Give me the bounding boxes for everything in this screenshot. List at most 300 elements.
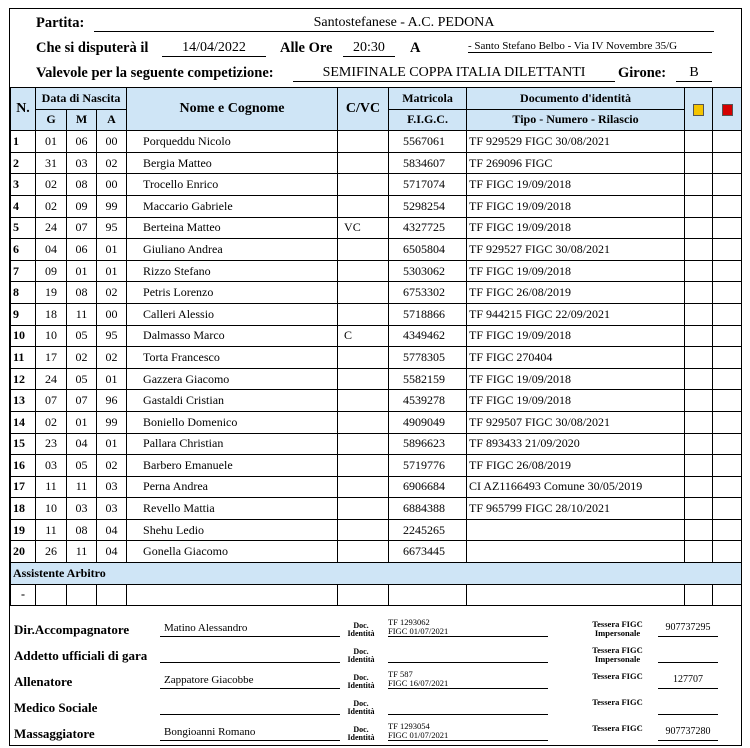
col-n: N. (11, 88, 36, 131)
player-document: TF FIGC 19/09/2018 (467, 390, 685, 412)
yellow-card-cell (685, 217, 713, 239)
birth-year: 95 (97, 217, 127, 239)
red-card-cell (713, 217, 742, 239)
birth-month: 11 (67, 476, 97, 498)
player-number: 7 (11, 260, 36, 282)
red-card-cell (713, 390, 742, 412)
birth-month: 05 (67, 455, 97, 477)
player-cvc (338, 390, 389, 412)
player-row (11, 347, 742, 369)
player-number: 13 (11, 390, 36, 412)
yellow-card-cell (685, 519, 713, 541)
birth-day: 24 (36, 217, 67, 239)
assistente-cell (97, 584, 127, 606)
competizione-label: Valevole per la seguente competizione: (36, 65, 274, 81)
player-document: TF 929507 FIGC 30/08/2021 (467, 411, 685, 433)
birth-month: 02 (67, 347, 97, 369)
player-document: TF FIGC 19/09/2018 (467, 174, 685, 196)
staff-name (160, 700, 340, 715)
birth-month: 01 (67, 411, 97, 433)
birth-year: 95 (97, 325, 127, 347)
player-cvc: VC (338, 217, 389, 239)
staff-document (388, 696, 548, 715)
col-matricola: Matricola (389, 88, 467, 110)
birth-day: 02 (36, 174, 67, 196)
girone-label: Girone: (618, 65, 667, 81)
player-name: Giuliano Andrea (127, 239, 338, 261)
birth-month: 11 (67, 541, 97, 563)
staff-doc-line1: TF 587 (388, 669, 413, 679)
red-card-cell (713, 476, 742, 498)
birth-month: 03 (67, 498, 97, 520)
red-card-cell (713, 433, 742, 455)
assistente-header: Assistente Arbitro (11, 563, 742, 585)
player-name: Pallara Christian (127, 433, 338, 455)
birth-year: 04 (97, 519, 127, 541)
player-cvc (338, 498, 389, 520)
yellow-card-cell (685, 411, 713, 433)
player-matricola: 5718866 (389, 303, 467, 325)
red-card-cell (713, 260, 742, 282)
col-figc: F.I.G.C. (389, 109, 467, 131)
staff-row (10, 692, 741, 718)
player-matricola: 6906684 (389, 476, 467, 498)
tessera-figc-value (658, 648, 718, 663)
birth-day: 10 (36, 498, 67, 520)
tessera-figc-label: Tessera FIGC Impersonale (592, 645, 643, 664)
birth-month: 01 (67, 260, 97, 282)
birth-month: 08 (67, 282, 97, 304)
player-cvc (338, 455, 389, 477)
yellow-card-cell (685, 368, 713, 390)
birth-year: 00 (97, 303, 127, 325)
birth-year: 02 (97, 282, 127, 304)
birth-day: 03 (36, 455, 67, 477)
birth-year: 01 (97, 433, 127, 455)
red-card-cell (713, 152, 742, 174)
player-cvc (338, 260, 389, 282)
player-matricola: 6884388 (389, 498, 467, 520)
birth-month: 08 (67, 519, 97, 541)
birth-day: 02 (36, 411, 67, 433)
staff-row (10, 640, 741, 666)
birth-month: 04 (67, 433, 97, 455)
birth-month: 06 (67, 131, 97, 153)
doc-identita-label: Doc. Identità (347, 673, 375, 690)
yellow-card-cell (685, 195, 713, 217)
doc-identita-label: Doc. Identità (347, 621, 375, 638)
assistente-cell (685, 584, 713, 606)
assistente-cell (338, 584, 389, 606)
birth-year: 04 (97, 541, 127, 563)
player-cvc (338, 368, 389, 390)
staff-row (10, 614, 741, 640)
birth-day: 26 (36, 541, 67, 563)
player-row (11, 217, 742, 239)
col-nome: Nome e Cognome (127, 88, 338, 131)
birth-month: 06 (67, 239, 97, 261)
player-row (11, 195, 742, 217)
player-document: TF 929527 FIGC 30/08/2021 (467, 239, 685, 261)
player-number: 12 (11, 368, 36, 390)
player-name: Gazzera Giacomo (127, 368, 338, 390)
yellow-card-cell (685, 152, 713, 174)
staff-role: Medico Sociale (14, 700, 98, 715)
player-number: 1 (11, 131, 36, 153)
data-label: Che si disputerà il (36, 40, 149, 56)
player-document (467, 519, 685, 541)
birth-year: 99 (97, 195, 127, 217)
yellow-card-cell (685, 498, 713, 520)
player-matricola: 5778305 (389, 347, 467, 369)
red-card-cell (713, 368, 742, 390)
col-documento: Documento d'identità (467, 88, 685, 110)
player-matricola: 5303062 (389, 260, 467, 282)
staff-doc-line2: FIGC 01/07/2021 (388, 730, 449, 740)
player-row (11, 131, 742, 153)
players-table (10, 87, 742, 606)
player-name: Revello Mattia (127, 498, 338, 520)
player-name: Trocello Enrico (127, 174, 338, 196)
player-number: 19 (11, 519, 36, 541)
col-cvc: C/VC (338, 88, 389, 131)
competizione-value: SEMIFINALE COPPA ITALIA DILETTANTI (293, 65, 615, 82)
player-row (11, 174, 742, 196)
girone-value: B (676, 65, 712, 82)
player-cvc (338, 519, 389, 541)
yellow-card-cell (685, 239, 713, 261)
player-name: Shehu Ledio (127, 519, 338, 541)
player-cvc (338, 282, 389, 304)
player-cvc (338, 195, 389, 217)
player-cvc (338, 411, 389, 433)
birth-year: 03 (97, 498, 127, 520)
player-number: 11 (11, 347, 36, 369)
player-row (11, 455, 742, 477)
player-document: TF FIGC 19/09/2018 (467, 325, 685, 347)
red-card-cell (713, 541, 742, 563)
birth-month: 08 (67, 174, 97, 196)
a-label: A (410, 40, 421, 56)
player-number: 5 (11, 217, 36, 239)
player-document: TF FIGC 19/09/2018 (467, 195, 685, 217)
assistente-cell (713, 584, 742, 606)
tessera-figc-label: Tessera FIGC (592, 723, 643, 733)
birth-year: 02 (97, 347, 127, 369)
player-number: 17 (11, 476, 36, 498)
birth-day: 10 (36, 325, 67, 347)
birth-day: 24 (36, 368, 67, 390)
player-number: 3 (11, 174, 36, 196)
tessera-figc-value (658, 700, 718, 715)
assistente-cell (467, 584, 685, 606)
player-matricola: 5582159 (389, 368, 467, 390)
col-data-nascita: Data di Nascita (36, 88, 127, 110)
player-name: Rizzo Stefano (127, 260, 338, 282)
red-card-cell (713, 347, 742, 369)
player-cvc (338, 433, 389, 455)
player-document (467, 541, 685, 563)
player-row (11, 541, 742, 563)
player-number: 18 (11, 498, 36, 520)
player-number: 20 (11, 541, 36, 563)
staff-doc-line2: FIGC 16/07/2021 (388, 678, 449, 688)
player-cvc (338, 174, 389, 196)
birth-month: 07 (67, 390, 97, 412)
assistente-cell (127, 584, 338, 606)
birth-day: 31 (36, 152, 67, 174)
birth-day: 04 (36, 239, 67, 261)
player-cvc (338, 347, 389, 369)
player-number: 8 (11, 282, 36, 304)
staff-role: Addetto ufficiali di gara (14, 648, 148, 663)
birth-year: 01 (97, 368, 127, 390)
player-name: Perna Andrea (127, 476, 338, 498)
red-card-icon (722, 104, 733, 116)
yellow-card-cell (685, 476, 713, 498)
birth-year: 01 (97, 260, 127, 282)
assistente-dash: - (11, 584, 36, 606)
birth-day: 23 (36, 433, 67, 455)
yellow-card-cell (685, 455, 713, 477)
player-number: 2 (11, 152, 36, 174)
player-name: Dalmasso Marco (127, 325, 338, 347)
staff-row (10, 718, 741, 744)
birth-year: 96 (97, 390, 127, 412)
yellow-card-cell (685, 174, 713, 196)
partita-label: Partita: (36, 15, 85, 31)
player-row (11, 303, 742, 325)
player-cvc (338, 152, 389, 174)
player-name: Berteina Matteo (127, 217, 338, 239)
tessera-figc-value: 907737295 (658, 622, 718, 637)
staff-document (388, 618, 548, 637)
yellow-card-cell (685, 347, 713, 369)
tessera-figc-label: Tessera FIGC (592, 671, 643, 681)
staff-document (388, 670, 548, 689)
doc-identita-label: Doc. Identità (347, 725, 375, 742)
player-number: 4 (11, 195, 36, 217)
player-matricola: 4349462 (389, 325, 467, 347)
player-row (11, 282, 742, 304)
red-card-cell (713, 282, 742, 304)
staff-document (388, 722, 548, 741)
staff-document (388, 644, 548, 663)
col-m: M (67, 109, 97, 131)
player-number: 6 (11, 239, 36, 261)
player-row (11, 152, 742, 174)
birth-year: 00 (97, 174, 127, 196)
player-matricola: 6753302 (389, 282, 467, 304)
player-name: Bergia Matteo (127, 152, 338, 174)
birth-year: 99 (97, 411, 127, 433)
birth-day: 18 (36, 303, 67, 325)
col-a: A (97, 109, 127, 131)
player-matricola: 4909049 (389, 411, 467, 433)
staff-name: Matino Alessandro (160, 622, 340, 637)
red-card-cell (713, 519, 742, 541)
staff-name (160, 648, 340, 663)
player-matricola: 6505804 (389, 239, 467, 261)
player-document: TF 269096 FIGC (467, 152, 685, 174)
player-name: Torta Francesco (127, 347, 338, 369)
yellow-card-cell (685, 325, 713, 347)
player-matricola: 5298254 (389, 195, 467, 217)
birth-month: 11 (67, 303, 97, 325)
col-g: G (36, 109, 67, 131)
player-matricola: 4327725 (389, 217, 467, 239)
player-document: TF FIGC 26/08/2019 (467, 455, 685, 477)
assistente-cell (67, 584, 97, 606)
red-card-cell (713, 174, 742, 196)
player-document: TF FIGC 19/09/2018 (467, 260, 685, 282)
player-row (11, 433, 742, 455)
player-name: Petris Lorenzo (127, 282, 338, 304)
birth-year: 03 (97, 476, 127, 498)
birth-year: 02 (97, 455, 127, 477)
yellow-card-icon (693, 104, 704, 116)
player-matricola: 5896623 (389, 433, 467, 455)
staff-role: Allenatore (14, 674, 73, 689)
player-matricola: 5834607 (389, 152, 467, 174)
player-row (11, 390, 742, 412)
assistente-cell (389, 584, 467, 606)
player-document: TF 944215 FIGC 22/09/2021 (467, 303, 685, 325)
player-name: Calleri Alessio (127, 303, 338, 325)
player-matricola: 5719776 (389, 455, 467, 477)
tessera-figc-value: 907737280 (658, 726, 718, 741)
player-document: TF FIGC 19/09/2018 (467, 217, 685, 239)
birth-day: 11 (36, 519, 67, 541)
birth-day: 02 (36, 195, 67, 217)
red-card-cell (713, 411, 742, 433)
ore-label: Alle Ore (280, 40, 333, 56)
birth-month: 03 (67, 152, 97, 174)
tessera-figc-label: Tessera FIGC Impersonale (592, 619, 643, 638)
staff-name: Zappatore Giacobbe (160, 674, 340, 689)
red-card-cell (713, 131, 742, 153)
player-number: 15 (11, 433, 36, 455)
player-number: 16 (11, 455, 36, 477)
tessera-figc-value: 127707 (658, 674, 718, 689)
birth-day: 01 (36, 131, 67, 153)
yellow-card-cell (685, 433, 713, 455)
birth-month: 05 (67, 325, 97, 347)
birth-month: 09 (67, 195, 97, 217)
red-card-cell (713, 303, 742, 325)
doc-identita-label: Doc. Identità (347, 647, 375, 664)
birth-day: 19 (36, 282, 67, 304)
player-row (11, 239, 742, 261)
col-espulsione (713, 88, 742, 131)
birth-month: 07 (67, 217, 97, 239)
birth-day: 17 (36, 347, 67, 369)
yellow-card-cell (685, 303, 713, 325)
player-name: Gastaldi Cristian (127, 390, 338, 412)
player-document: TF 965799 FIGC 28/10/2021 (467, 498, 685, 520)
player-cvc: C (338, 325, 389, 347)
birth-day: 09 (36, 260, 67, 282)
player-document: TF 929529 FIGC 30/08/2021 (467, 131, 685, 153)
col-ammonizione (685, 88, 713, 131)
player-matricola: 5567061 (389, 131, 467, 153)
luogo-value: - Santo Stefano Belbo - Via IV Novembre 35/G (468, 40, 712, 53)
player-cvc (338, 541, 389, 563)
player-row (11, 498, 742, 520)
player-row (11, 260, 742, 282)
player-document: TF 893433 21/09/2020 (467, 433, 685, 455)
player-number: 10 (11, 325, 36, 347)
player-name: Porqueddu Nicolo (127, 131, 338, 153)
assistente-cell (36, 584, 67, 606)
doc-identita-label: Doc. Identità (347, 699, 375, 716)
player-row (11, 476, 742, 498)
birth-year: 00 (97, 131, 127, 153)
player-document: CI AZ1166493 Comune 30/05/2019 (467, 476, 685, 498)
player-name: Boniello Domenico (127, 411, 338, 433)
player-matricola: 4539278 (389, 390, 467, 412)
data-value: 14/04/2022 (162, 40, 266, 57)
birth-month: 05 (67, 368, 97, 390)
birth-year: 01 (97, 239, 127, 261)
birth-day: 11 (36, 476, 67, 498)
staff-row (10, 666, 741, 692)
distinta-gara (9, 8, 742, 746)
yellow-card-cell (685, 390, 713, 412)
player-cvc (338, 239, 389, 261)
staff-doc-line1: TF 1293062 (388, 617, 430, 627)
staff-doc-line1: TF 1293054 (388, 721, 430, 731)
player-document: TF FIGC 19/09/2018 (467, 368, 685, 390)
player-matricola: 2245265 (389, 519, 467, 541)
player-document: TF FIGC 26/08/2019 (467, 282, 685, 304)
ore-value: 20:30 (343, 40, 395, 57)
player-matricola: 6673445 (389, 541, 467, 563)
yellow-card-cell (685, 282, 713, 304)
red-card-cell (713, 239, 742, 261)
yellow-card-cell (685, 541, 713, 563)
tessera-figc-label: Tessera FIGC (592, 697, 643, 707)
staff-name: Bongioanni Romano (160, 726, 340, 741)
player-row (11, 411, 742, 433)
player-number: 9 (11, 303, 36, 325)
player-name: Maccario Gabriele (127, 195, 338, 217)
red-card-cell (713, 325, 742, 347)
red-card-cell (713, 498, 742, 520)
birth-day: 07 (36, 390, 67, 412)
player-row (11, 519, 742, 541)
col-tipo: Tipo - Numero - Rilascio (467, 109, 685, 131)
player-row (11, 368, 742, 390)
player-name: Gonella Giacomo (127, 541, 338, 563)
staff-role: Dir.Accompagnatore (14, 622, 130, 637)
staff-section (10, 605, 741, 742)
red-card-cell (713, 455, 742, 477)
player-cvc (338, 131, 389, 153)
yellow-card-cell (685, 131, 713, 153)
birth-year: 02 (97, 152, 127, 174)
red-card-cell (713, 195, 742, 217)
yellow-card-cell (685, 260, 713, 282)
player-document: TF FIGC 270404 (467, 347, 685, 369)
player-cvc (338, 303, 389, 325)
staff-role: Massaggiatore (14, 726, 95, 741)
player-name: Barbero Emanuele (127, 455, 338, 477)
player-number: 14 (11, 411, 36, 433)
player-row (11, 325, 742, 347)
player-matricola: 5717074 (389, 174, 467, 196)
partita-value: Santostefanese - A.C. PEDONA (94, 15, 714, 32)
